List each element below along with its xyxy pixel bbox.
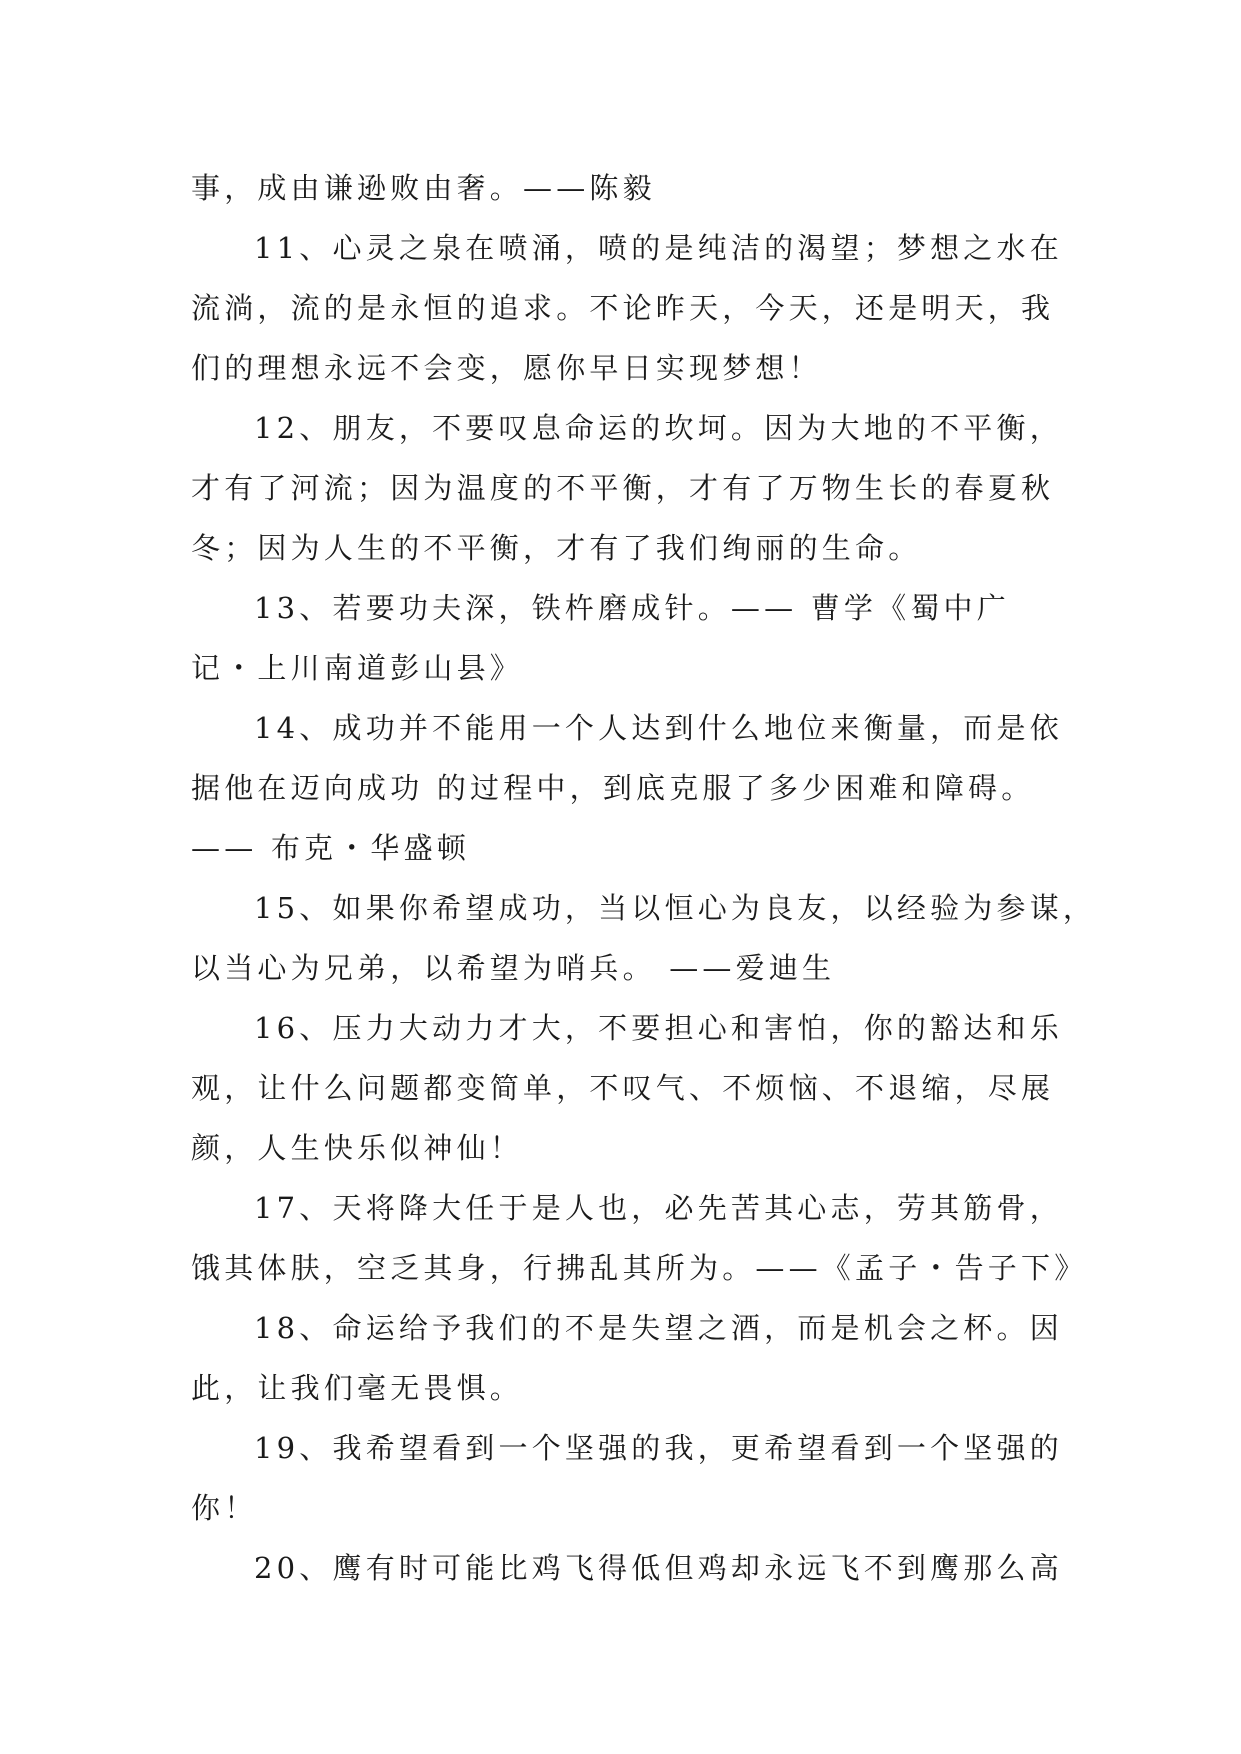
- text-line: 11、心灵之泉在喷涌，喷的是纯洁的渴望；梦想之水在: [254, 231, 1063, 265]
- text-line: 20、鹰有时可能比鸡飞得低但鸡却永远飞不到鹰那么高: [254, 1551, 1063, 1585]
- text-line: 14、成功并不能用一个人达到什么地位来衡量，而是依: [254, 711, 1063, 745]
- text-line: 饿其体肤，空乏其身，行拂乱其所为。——《孟子・告子下》: [191, 1251, 1088, 1285]
- text-line: 18、命运给予我们的不是失望之酒，而是机会之杯。因: [254, 1311, 1063, 1345]
- text-line: 才有了河流；因为温度的不平衡，才有了万物生长的春夏秋: [191, 471, 1055, 505]
- text-line: 你！: [191, 1491, 258, 1525]
- text-line: 13、若要功夫深，铁杵磨成针。—— 曹学《蜀中广: [254, 591, 1010, 625]
- text-line: 流淌，流的是永恒的追求。不论昨天，今天，还是明天，我: [191, 291, 1055, 325]
- text-line: 16、压力大动力才大，不要担心和害怕，你的豁达和乐: [254, 1011, 1063, 1045]
- text-line: 19、我希望看到一个坚强的我，更希望看到一个坚强的: [254, 1431, 1063, 1465]
- text-line: 17、天将降大任于是人也，必先苦其心志，劳其筋骨，: [254, 1191, 1063, 1225]
- text-line: 据他在迈向成功 的过程中，到底克服了多少困难和障碍。: [191, 771, 1035, 805]
- text-line: 观，让什么问题都变简单，不叹气、不烦恼、不退缩，尽展: [191, 1071, 1055, 1105]
- text-line: 记・上川南道彭山县》: [191, 651, 524, 685]
- text-line: 12、朋友，不要叹息命运的坎坷。因为大地的不平衡，: [254, 411, 1063, 445]
- text-line: —— 布克・华盛顿: [191, 831, 471, 865]
- text-line: 颜，人生快乐似神仙！: [191, 1131, 524, 1165]
- text-line: 事，成由谦逊败由奢。——陈毅: [191, 171, 656, 205]
- document-body: [191, 158, 1097, 1598]
- text-line: 们的理想永远不会变，愿你早日实现梦想！: [191, 351, 822, 385]
- text-line: 15、如果你希望成功，当以恒心为良友，以经验为参谋，: [254, 891, 1097, 925]
- text-line: 此，让我们毫无畏惧。: [191, 1371, 524, 1405]
- text-line: 冬；因为人生的不平衡，才有了我们绚丽的生命。: [191, 531, 922, 565]
- text-line: 以当心为兄弟，以希望为哨兵。 ——爱迪生: [191, 951, 836, 985]
